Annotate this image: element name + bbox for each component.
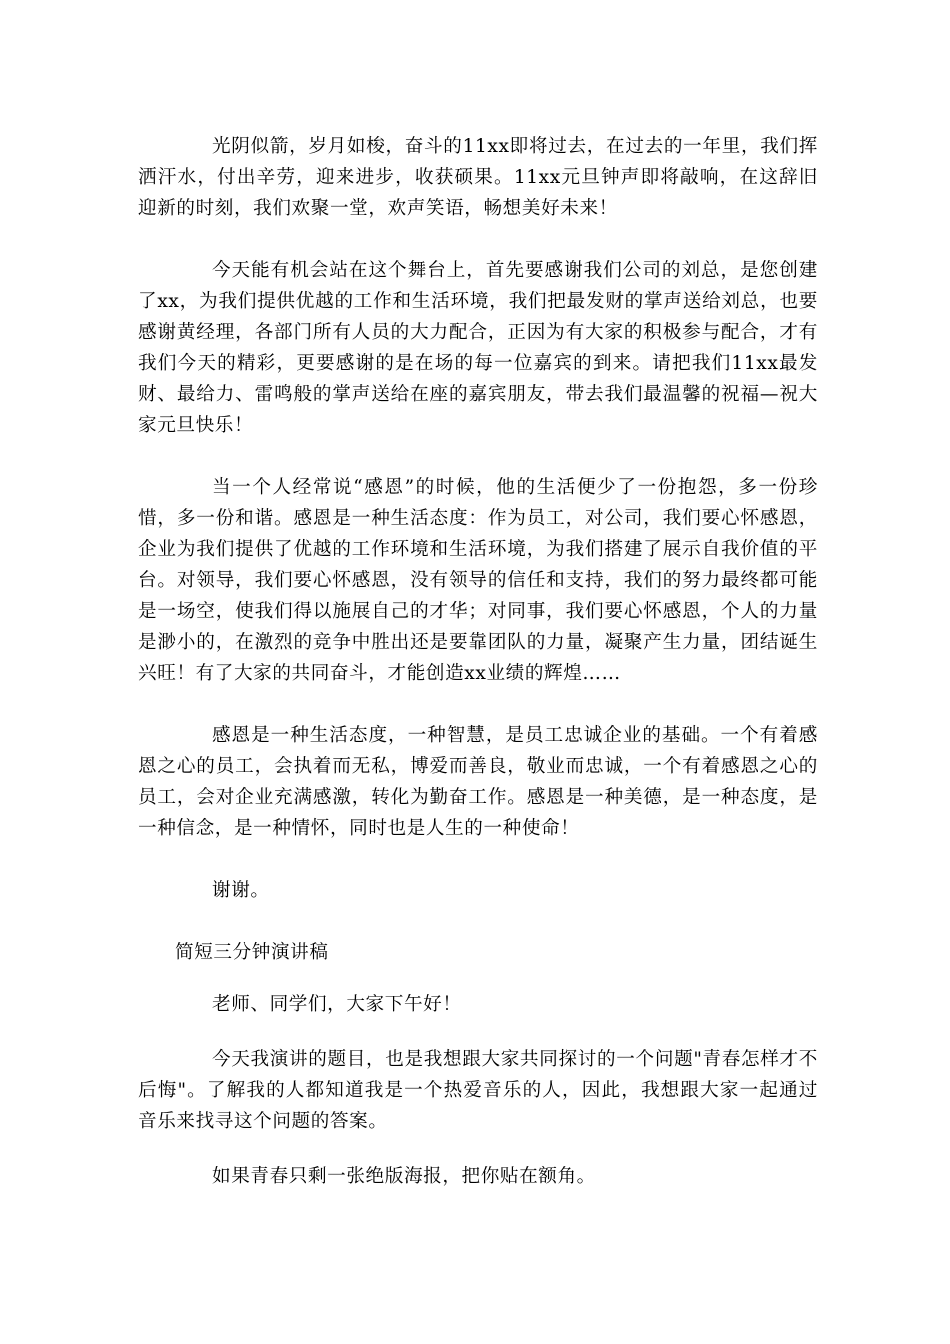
paragraph-gratitude-attitude: 感恩是一种生活态度，一种智慧，是员工忠诚企业的基础。一个有着感恩之心的员工，会执着而无私，博爱而善良，敬业而忠诚，一个有着感恩之心的员工，会对企业充满感激，转化为勤奋工作。感恩是一种美德，是一种态度，是一种信念，是一种情怀，同时也是人生的一种使命！ <box>138 725 818 839</box>
paragraph-topic: 今天我演讲的题目，也是我想跟大家共同探讨的一个问题"青春怎样才不后悔"。了解我的人都知道我是一个热爱音乐的人，因此，我想跟大家一起通过音乐来找寻这个问题的答案。 <box>138 1049 818 1132</box>
section-title: 简短三分钟演讲稿 <box>175 942 329 963</box>
paragraph-thanks: 今天能有机会站在这个舞台上，首先要感谢我们公司的刘总，是您创建了xx，为我们提供优越的工作和生活环境，我们把最发财的掌声送给刘总，也要感谢黄经理，各部门所有人员的大力配合，正因为有大家的积极参与配合，才有我们今天的精彩，更要感谢的是在场的每一位嘉宾的到来。请把我们11xx最发财、最给力、雷鸣般的掌声送给在座的嘉宾朋友，带去我们最温馨的祝福—祝大家元旦快乐！ <box>138 260 818 436</box>
paragraph-thank-you: 谢谢。 <box>212 880 270 901</box>
paragraph-gratitude: 当一个人经常说“感恩”的时候，他的生活便少了一份抱怨，多一份珍惜，多一份和谐。感恩是一种生活态度：作为员工，对公司，我们要心怀感恩，企业为我们提供了优越的工作环境和生活环境，为我们搭建了展示自我价值的平台。对领导，我们要心怀感恩，没有领导的信任和支持，我们的努力最终都可能是一场空，使我们得以施展自己的才华；对同事，我们要心怀感恩，个人的力量是渺小的，在激烈的竞争中胜出还是要靠团队的力量，凝聚产生力量，团结诞生兴旺！有了大家的共同奋斗，才能创造xx业绩的辉煌…… <box>138 477 818 684</box>
paragraph-greeting: 老师、同学们，大家下午好！ <box>212 994 462 1015</box>
paragraph-new-year-intro: 光阴似箭，岁月如梭，奋斗的11xx即将过去，在过去的一年里，我们挥洒汗水，付出辛劳，迎来进步，收获硕果。11xx元旦钟声即将敲响，在这辞旧迎新的时刻，我们欢聚一堂，欢声笑语，畅想美好未来！ <box>138 136 818 219</box>
paragraph-poster: 如果青春只剩一张绝版海报，把你贴在额角。 <box>212 1166 596 1187</box>
